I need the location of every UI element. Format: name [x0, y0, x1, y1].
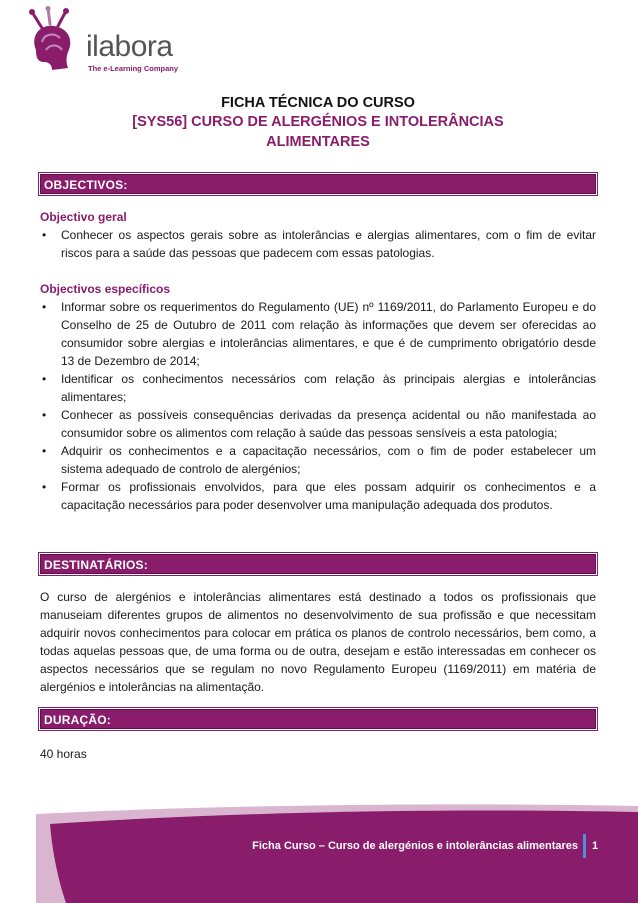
section-heading: DESTINATÁRIOS: [44, 558, 148, 572]
section-header-audience [40, 554, 596, 574]
section-heading: DURAÇÃO: [44, 713, 111, 727]
bullet-item: • Conhecer os aspectos gerais sobre as intolerâncias e alergias alimentares, com o fim de evitar riscos para a saúde das pessoas que padecem com essas patologias. [40, 226, 596, 262]
document-title [40, 94, 596, 152]
company-logo [22, 6, 192, 74]
specific-objectives-heading: Objectivos específicos [40, 282, 171, 296]
audience-text: O curso de alergénios e intolerâncias alimentares está destinado a todos os profissionais que manuseiam diferentes grupos de alimentos no desenvolvimento de sua profissão e que necessitam adquirir novos conhecimentos para colocar em prática os planos de controlo necessários, bem como, a todas aquelas pessoas que, de uma forma ou de outra, desejam e estão interessadas em conhecer os aspectos necessários que se regulam no novo Regulamento Europeu (1169/2011) em matéria de alergénios e intolerâncias na alimentação. [40, 590, 596, 694]
bullet-item: • Informar sobre os requerimentos do Regulamento (UE) nº 1169/2011, do Parlamento Europeu e do Conselho de 25 de Outubro de 2011 com relação às informações que devem ser oferecidas ao consumidor sobre alergias e intolerâncias alimentares, e que é de cumprimento obrigatório desde 13 de Dezembro de 2014; [40, 298, 596, 370]
section-header-duration [40, 709, 596, 729]
logo-tagline: The e-Learning Company [88, 64, 179, 73]
objectives-section [40, 208, 596, 514]
general-objective-heading: Objectivo geral [40, 210, 127, 224]
section-heading: OBJECTIVOS: [44, 178, 128, 192]
specific-objectives-list [40, 298, 596, 514]
duration-text: 40 horas [40, 747, 87, 761]
title-line-1: FICHA TÉCNICA DO CURSO [221, 95, 415, 111]
page-number: 1 [592, 840, 599, 852]
logo-wordmark: ilabora [86, 30, 173, 63]
footer-text: Ficha Curso – Curso de alergénios e intolerâncias alimentares [252, 840, 578, 852]
general-objective-list [40, 226, 596, 262]
head-icon [22, 6, 86, 74]
bullet-item: • Adquirir os conhecimentos e a capacitação necessários, com o fim de poder estabelecer um sistema adequado de controlo de alergénios; [40, 442, 596, 478]
title-line-2: [SYS56] CURSO DE ALERGÉNIOS E INTOLERÂNCIAS ALIMENTARES [132, 114, 504, 150]
section-header-objectives [40, 174, 596, 194]
footer-separator [583, 834, 586, 858]
bullet-item: • Identificar os conhecimentos necessários com relação às principais alergias e intolerâncias alimentares; [40, 370, 596, 406]
bullet-item: • Formar os profissionais envolvidos, para que eles possam adquirir os conhecimentos e a capacitação necessários para poder desenvolver uma manipulação adequada dos produtos. [40, 478, 596, 514]
bullet-item: • Conhecer as possíveis consequências derivadas da presença acidental ou não manifestada ao consumidor sobre os alimentos com relação à saúde das pessoas sensíveis a esta patologia; [40, 406, 596, 442]
